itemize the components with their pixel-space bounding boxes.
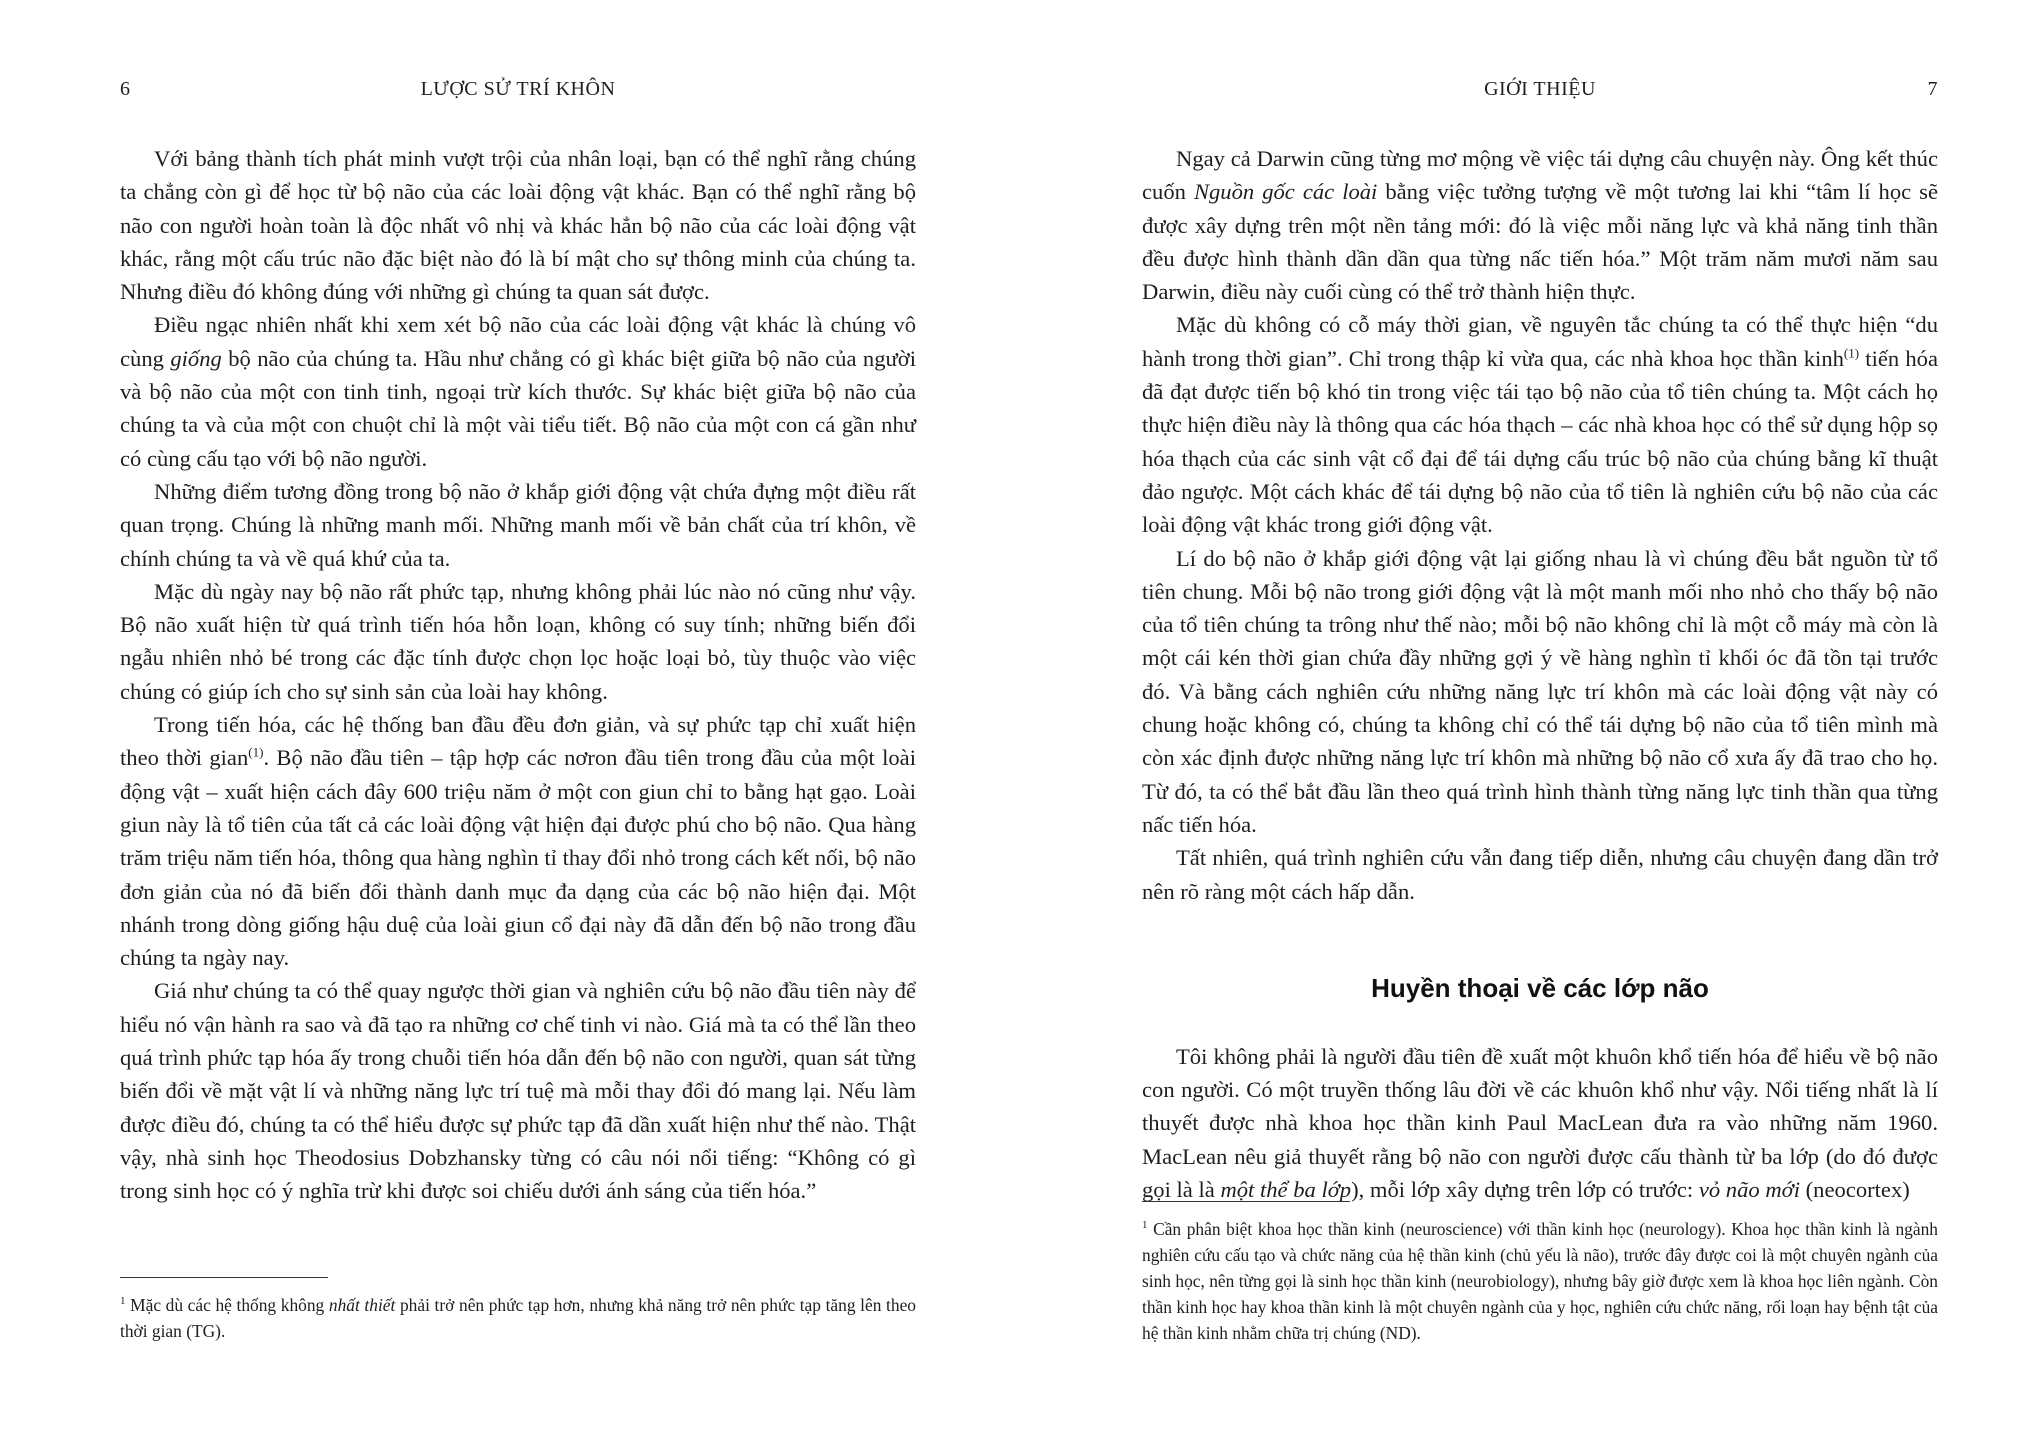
footnote-marker: (1) [248,744,264,760]
paragraph: Điều ngạc nhiên nhất khi xem xét bộ não của các loài động vật khác là chúng vô cùng giống bộ não của chúng ta. Hầu như chẳng có gì khác biệt giữa bộ não của người và bộ não của một con tinh tinh, ngoại trừ kích thước. Sự khác biệt giữa bộ não của chúng ta và của một con chuột chỉ là một vài tiểu tiết. Bộ não của một con cá gần như có cùng cấu tạo với bộ não người. [120,312,916,471]
footnote-divider [120,1277,328,1278]
footnote-text: $^1$ Mặc dù các hệ thống không nhất thiết phải trở nên phức tạp hơn, nhưng khả năng trở nên phức tạp tăng lên theo thời gian (TG). [120,1295,916,1341]
footnote-marker: (1) [1843,345,1860,361]
footnote [120,1277,916,1344]
running-header [1142,78,1938,108]
section-heading: Huyền thoại về các lớp não [1371,972,1709,1003]
footnote-divider [1142,1201,1350,1202]
page-number: 6 [120,78,131,100]
paragraph: Với bảng thành tích phát minh vượt trội của nhân loại, bạn có thể nghĩ rằng chúng ta chẳng còn gì để học từ bộ não của các loài động vật khác. Bạn có thể nghĩ rằng bộ não con người hoàn toàn là độc nhất vô nhị và khác hẳn bộ não của các loài động vật khác, rằng một cấu trúc não đặc biệt nào đó là bí mật cho sự thông minh của chúng ta. Nhưng điều đó không đúng với những gì chúng ta quan sát được. [120,146,916,305]
paragraph: Tôi không phải là người đầu tiên đề xuất một khuôn khổ tiến hóa để hiểu về bộ não con người. Có một truyền thống lâu đời về các khuôn khổ như vậy. Nổi tiếng nhất là lí thuyết được nhà khoa học thần kinh Paul MacLean đưa ra vào những năm 1960. MacLean nêu giả thuyết rằng bộ não con người được cấu thành từ ba lớp (do đó được gọi là là một thể ba lớp), mỗi lớp xây dựng trên lớp có trước: vỏ não mới (neocortex) [1142,1043,1938,1203]
footnote-text: $^1$ Cần phân biệt khoa học thần kinh (neuroscience) với thần kinh học (neurology). Khoa học thần kinh là ngành nghiên cứu cấu tạo và chức năng của hệ thần kinh (chủ yếu là não), trước đây được coi là một chuyên ngành của sinh học, nên từng gọi là sinh học thần kinh (neurobiology), nhưng bây giờ được xem là khoa học liên ngành. Còn thần kinh học hay khoa thần kinh là một chuyên ngành của y học, nghiên cứu chức năng, rối loạn hay bệnh tật của hệ thần kinh nhằm chữa trị chúng (ND). [1142,1219,1938,1343]
left-page [120,0,916,1441]
paragraph: Giá như chúng ta có thể quay ngược thời gian và nghiên cứu bộ não đầu tiên này để hiểu nó vận hành ra sao và đã tạo ra những cơ chế tinh vi nào. Giá mà ta có thể lần theo quá trình phức tạp hóa ấy trong chuỗi tiến hóa dẫn đến bộ não con người, quan sát từng biến đổi về mặt vật lí và những năng lực trí tuệ mà mỗi thay đổi đó mang lại. Nếu làm được điều đó, chúng ta có thể hiểu được sự phức tạp đã dần xuất hiện như thế nào. Thật vậy, nhà sinh học Theodosius Dobzhansky từng có câu nói nổi tiếng: “Không có gì trong sinh học có ý nghĩa trừ khi được soi chiếu dưới ánh sáng của tiến hóa.” [120,978,916,1204]
paragraph: Ngay cả Darwin cũng từng mơ mộng về việc tái dựng câu chuyện này. Ông kết thúc cuốn Nguồn gốc các loài bằng việc tưởng tượng về một tương lai khi “tâm lí học sẽ được xây dựng trên một nền tảng mới: đó là việc mỗi năng lực và khả năng tinh thần đều được hình thành dần dần qua từng nấc tiến hóa.” Một trăm năm mươi năm sau Darwin, điều này cuối cùng có thể trở thành hiện thực. [1142,146,1938,305]
body-text [120,142,916,1208]
paragraph: Mặc dù ngày nay bộ não rất phức tạp, nhưng không phải lúc nào nó cũng như vậy. Bộ não xuất hiện từ quá trình tiến hóa hỗn loạn, không có suy tính; những biến đổi ngẫu nhiên nhỏ bé trong các đặc tính được chọn lọc hoặc loại bỏ, tùy thuộc vào việc chúng có giúp ích cho sự sinh sản của loài hay không. [120,578,916,704]
paragraph: Lí do bộ não ở khắp giới động vật lại giống nhau là vì chúng đều bắt nguồn từ tổ tiên chung. Mỗi bộ não trong giới động vật là một manh mối nho nhỏ cho thấy bộ não của tổ tiên chúng ta trông như thế nào; mỗi bộ não không chỉ là một cỗ máy mà còn là một cái kén thời gian chứa đầy những gợi ý về hàng nghìn tỉ khối óc đã tồn tại trước đó. Và bằng cách nghiên cứu những năng lực trí khôn mà các loài động vật này có chung hoặc không có, chúng ta không chỉ có thể tái dựng bộ não của tổ tiên mình mà còn xác định được những năng lực trí khôn mà những bộ não cổ xưa ấy đã trao cho họ. Từ đó, ta có thể bắt đầu lần theo quá trình hình thành từng năng lực tinh thần qua từng nấc tiến hóa. [1142,545,1938,837]
paragraph: Trong tiến hóa, các hệ thống ban đầu đều đơn giản, và sự phức tạp chỉ xuất hiện theo thời gian$^{(1)}$. Bộ não đầu tiên – tập hợp các nơron đầu tiên trong đầu của một loài động vật – xuất hiện cách đây 600 triệu năm ở một con giun chỉ to bằng hạt gạo. Loài giun này là tổ tiên của tất cả các loài động vật hiện đại được phú cho bộ não. Qua hàng trăm triệu năm tiến hóa, thông qua hàng nghìn tỉ thay đổi nhỏ trong cách kết nối, bộ não đơn giản của nó đã biến đổi thành danh mục đa dạng của các bộ não hiện đại. Một nhánh trong dòng giống hậu duệ của loài giun cổ đại này đã dẫn đến bộ não trong đầu chúng ta ngày nay. [120,712,916,971]
running-head-title: GIỚI THIỆU [1484,78,1596,100]
paragraph: Mặc dù không có cỗ máy thời gian, về nguyên tắc chúng ta có thể thực hiện “du hành trong thời gian”. Chỉ trong thập kỉ vừa qua, các nhà khoa học thần kinh$^{(1)}$ tiến hóa đã đạt được tiến bộ khó tin trong việc tái tạo bộ não của tổ tiên chúng ta. Một cách họ thực hiện điều này là thông qua các hóa thạch – các nhà khoa học có thể sử dụng hộp sọ hóa thạch của các sinh vật cổ đại để tái dựng cấu trúc bộ não của chúng bằng kĩ thuật đảo ngược. Một cách khác để tái dựng bộ não của tổ tiên là nghiên cứu bộ não của các loài động vật khác trong giới động vật. [1142,312,1938,538]
footnote [1142,1201,1938,1346]
page-number: 7 [1927,78,1938,100]
running-head-title: LƯỢC SỬ TRÍ KHÔN [420,78,616,100]
running-header [120,78,916,108]
paragraph: Những điểm tương đồng trong bộ não ở khắp giới động vật chứa đựng một điều rất quan trọng. Chúng là những manh mối. Những manh mối về bản chất của trí khôn, về chính chúng ta và về quá khứ của ta. [120,478,916,571]
paragraph: Tất nhiên, quá trình nghiên cứu vẫn đang tiếp diễn, nhưng câu chuyện đang dần trở nên rõ ràng một cách hấp dẫn. [1142,845,1938,904]
body-text [1142,142,1938,1206]
right-page [1142,0,1938,1441]
